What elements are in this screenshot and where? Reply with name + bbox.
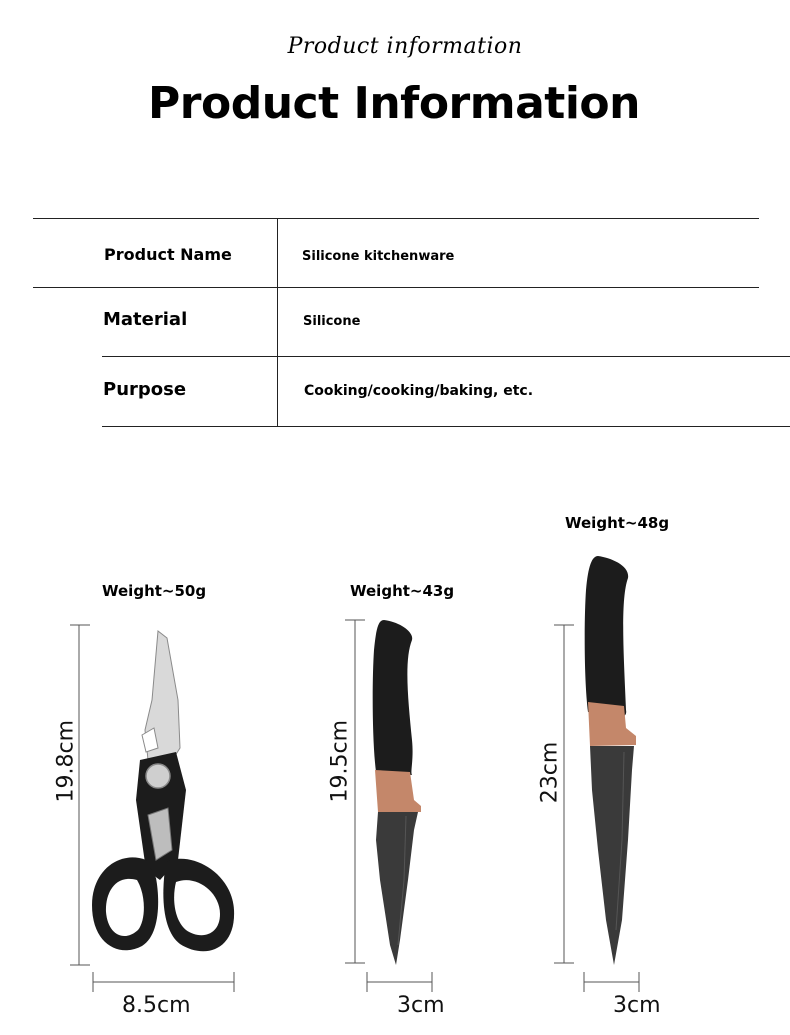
- row-label-purpose: Purpose: [103, 379, 187, 400]
- row-value-purpose: Cooking/cooking/baking, etc.: [304, 383, 534, 399]
- weight-label-scissors: Weight~50g: [102, 582, 207, 600]
- weight-label-utility-knife: Weight~48g: [565, 514, 670, 532]
- weight-label-paring-knife: Weight~43g: [350, 582, 455, 600]
- width-label-paring-knife: 3cm: [397, 993, 445, 1018]
- page-title: Product Information: [148, 78, 640, 129]
- row-value-product-name: Silicone kitchenware: [302, 249, 455, 264]
- row-value-material: Silicone: [303, 314, 361, 329]
- row-label-product-name: Product Name: [104, 245, 232, 264]
- height-label-scissors: 19.8cm: [53, 719, 79, 803]
- width-label-utility-knife: 3cm: [613, 993, 661, 1018]
- width-label-scissors: 8.5cm: [122, 993, 191, 1018]
- height-label-paring-knife: 19.5cm: [327, 719, 353, 803]
- row-label-material: Material: [103, 309, 188, 330]
- script-subtitle: Product information: [287, 34, 523, 59]
- height-label-utility-knife: 23cm: [537, 741, 563, 804]
